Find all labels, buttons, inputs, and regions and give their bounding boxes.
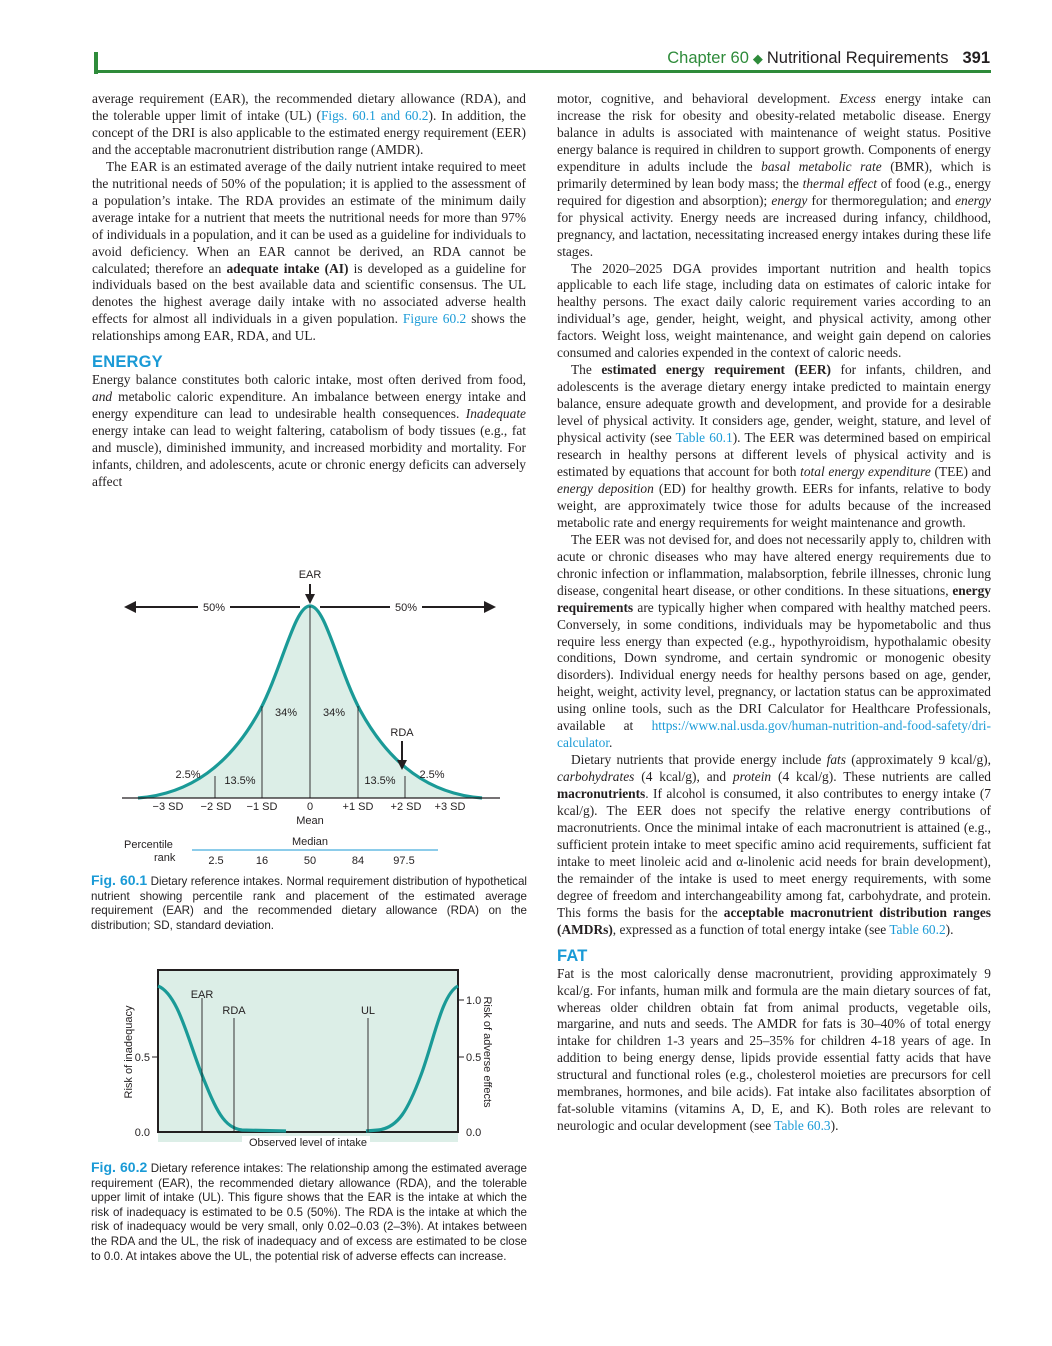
percentile-rank: 50 (303, 855, 317, 867)
figure-60-1-caption: Fig. 60.1 Dietary reference intakes. Normal requirement distribution of hypothetical nutrient showing percentile rank and placement of the estimated average requirement (EAR) and the recommended dietary allowance (RDA) on the distribution; SD, standard deviation. (91, 872, 527, 932)
label-ear: EAR (190, 989, 214, 1001)
figure-link[interactable]: Figure 60.2 (402, 311, 467, 327)
diamond-icon: ◆ (752, 51, 763, 66)
y-axis-label-left: Risk of inadequacy (123, 1005, 135, 1099)
caption-number: Fig. 60.1 (91, 872, 148, 888)
label-50-left: 50% (202, 602, 226, 614)
url-link[interactable]: https://www.nal.usda.gov/human-nutrition-and-food-safety/dri-calculator (557, 718, 991, 751)
figure-60-2 (116, 960, 516, 1149)
header-rule (94, 70, 991, 73)
label-median: Median (291, 836, 329, 848)
figure-link[interactable]: Figs. 60.1 and 60.2 (320, 107, 429, 123)
x-axis-label: Observed level of intake (248, 1137, 368, 1149)
sd-tick: −3 SD (152, 801, 184, 813)
label-ul: UL (360, 1005, 376, 1017)
paragraph: Energy balance constitutes both caloric intake, most often derived from food, and metabolic caloric expenditure. An imbalance between energy intake and energy expenditure can lead to undesirable health consequences. Inadequate energy intake can lead to weight faltering, catabolism of body tissues (e.g., fat and muscle), diminished immunity, and increased morbidity and mortality. For infants, children, and adolescents, acute or chronic energy deficits can adversely affect (92, 372, 526, 489)
sd-tick: −2 SD (200, 801, 232, 813)
label-2-5-left: 2.5% (175, 769, 201, 781)
chapter-label: Chapter 60 (667, 49, 749, 67)
left-column (92, 91, 526, 491)
right-column (557, 91, 991, 1135)
section-heading-fat: FAT (557, 946, 588, 965)
label-50-right: 50% (394, 602, 418, 614)
right-tick: 0.0 (466, 1127, 482, 1139)
figure-60-1 (110, 560, 530, 870)
paragraph: The 2020–2025 DGA provides important nutrition and health topics applicable to each life stage, including data on estimates of caloric intake for healthy persons. The exact daily caloric requirement varies according to an individual’s age, gender, height, weight, and physical activity, among other factors. Weight loss, weight maintenance, and weight gain depend on calories consumed and calories expended in the context of caloric needs. (557, 260, 991, 361)
table-link[interactable]: Table 60.1 (675, 430, 733, 446)
left-tick: 0.0 (134, 1127, 150, 1139)
percentile-rank: 97.5 (393, 855, 415, 867)
paragraph: The EER was not devised for, and does not necessarily apply to, children with acute or chronic diseases who may have altered energy requirements due to chronic infection or inflammation, malabsorption, febrile illnesses, chronic lung disease, congenital heart disease, or other conditions. In these situations, energy requirements are typically higher when compared with healthy matched peers. Conversely, in some conditions, individuals may be hypometabolic and thus require less energy than expected (e.g., hypothyroidism, hypothalamic obesity conditions, Down syndrome, and certain syndromic or monogenic obesity disorders). Individual energy needs for healthy persons based on age, gender, height, weight, activity level, pregnancy, or lactation status can be approximated using online tools, such as the DRI Calculator for Healthcare Professionals, available at https://www.nal.usda.gov/human-nutrition-and-food-safety/dri-calculator. (557, 531, 991, 751)
label-percentile: Percentile (124, 839, 173, 851)
section-heading-energy: ENERGY (92, 353, 163, 372)
percentile-rank: 2.5 (208, 855, 224, 867)
label-rank: rank (154, 852, 176, 864)
right-tick: 0.5 (466, 1052, 482, 1064)
percentile-rank: 16 (255, 855, 269, 867)
label-34-right: 34% (322, 707, 346, 719)
label-ear: EAR (298, 569, 322, 581)
figure-60-2-caption: Fig. 60.2 Dietary reference intakes: The relationship among the estimated average requirement (EAR), the recommended dietary allowance (RDA), and the tolerable upper limit of intake (UL). This figure shows that the EAR is the intake at which the risk of inadequacy is estimated to be 0.5 (50%). The RDA is the intake at which the risk of inadequacy would be very small, only 0.02–0.03 (2–3%). At intakes between the RDA and the UL, the risk of inadequacy and of excess are estimated to be close to 0.0. At intakes above the UL, the potential risk of adverse effects can increase. (91, 1159, 527, 1263)
paragraph: Fat is the most calorically dense macronutrient, providing approximately 9 kcal/g. For infants, human milk and formula are the main dietary sources of fat, whereas older children obtain fat from animal products, vegetable oils, margarine, and nuts and seeds. The AMDR for fats is 30–40% of total energy intake for children 1-3 years and 25–35% for children 4-18 years of age. In addition to being energy dense, lipids provide essential fatty acids that have structural and functional roles (e.g., cholesterol moieties are precursors for cell membranes, hormones, and bile acids). Fat intake also facilitates absorption of fat-soluble vitamins (vitamins A, D, E, and K). Both roles are relevant to neurologic and ocular development (see Table 60.3). (557, 965, 991, 1134)
right-tick: 1.0 (466, 995, 482, 1007)
label-mean: Mean (296, 815, 324, 827)
paragraph: motor, cognitive, and behavioral development. Excess energy intake can increase the risk for obesity and obesity-related metabolic disease. Energy balance in adults is associated with maintenance of weight status. Positive energy balance is required in children to support growth. Components of energy expenditure in adults include the basal metabolic rate (BMR), which is primarily determined by lean body mass; the thermal effect of food (e.g., energy required for digestion and absorption); energy for thermoregulation; and energy for physical activity. Energy needs are increased during infancy, childhood, pregnancy, and lactation, necessitating increased energy intakes during these life stages. (557, 91, 991, 259)
label-13-5-right: 13.5% (364, 775, 396, 787)
left-tick: 0.5 (134, 1052, 150, 1064)
label-rda: RDA (222, 1005, 246, 1017)
sd-tick: +2 SD (390, 801, 422, 813)
table-link[interactable]: Table 60.2 (889, 921, 946, 937)
paragraph: The estimated energy requirement (EER) for infants, children, and adolescents is the average dietary energy intake predicted to maintain energy balance, ensure adequate growth and development, and provide for a desirable level of physical activity. It considers age, gender, weight, stature, and level of physical activity (see Table 60.1). The EER was determined based on empirical research in healthy persons at different levels of physical activity and is estimated by equations that account for both total energy expenditure (TEE) and energy deposition (ED) for healthy growth. EERs for infants, relative to body weight, are approximately twice those for adults because of the increased metabolic rate and energy requirements for weight maintenance and growth. (557, 362, 991, 530)
label-2-5-right: 2.5% (419, 769, 445, 781)
running-head (667, 49, 990, 68)
paragraph: The EAR is an estimated average of the daily nutrient intake required to meet the nutritional needs of 50% of the population; it is applied to the assessment of a population’s intake. The RDA provides an estimate of the minimum daily average intake for a nutrient that meets the nutritional needs for more than 97% of individuals in a population, and it can be used as a guideline for individuals to avoid deficiency. When an EAR cannot be derived, an RDA cannot be calculated; therefore an adequate intake (AI) is developed as a guideline for individuals based on the best available data and scientific consensus. The UL denotes the highest average daily intake with no associated adverse health effects for almost all individuals in a given population. Figure 60.2 shows the relationships among EAR, RDA, and UL. (92, 158, 526, 344)
percentile-rank: 84 (351, 855, 365, 867)
label-34-left: 34% (274, 707, 298, 719)
sd-tick: −1 SD (246, 801, 278, 813)
sd-tick: +3 SD (434, 801, 466, 813)
caption-number: Fig. 60.2 (91, 1159, 148, 1175)
y-axis-label-right: Risk of adverse effects (481, 996, 493, 1108)
paragraph: average requirement (EAR), the recommended dietary allowance (RDA), and the tolerable upper limit of intake (UL) (Figs. 60.1 and 60.2). In addition, the concept of the DRI is also applicable to the estimated energy requirement (EER) and the acceptable macronutrient distribution range (AMDR). (92, 91, 526, 157)
sd-tick: 0 (306, 801, 314, 813)
label-13-5-left: 13.5% (224, 775, 256, 787)
sd-tick: +1 SD (342, 801, 374, 813)
table-link[interactable]: Table 60.3 (774, 1118, 831, 1134)
label-rda: RDA (390, 727, 414, 739)
chapter-title: Nutritional Requirements (766, 49, 949, 67)
paragraph: Dietary nutrients that provide energy include fats (approximately 9 kcal/g), carbohydrates (4 kcal/g), and protein (4 kcal/g). These nutrients are called macronutrients. If alcohol is consumed, it also contributes to energy intake (7 kcal/g). The EER does not specify the relative energy contributions of macronutrients. Once the minimal intake of each macronutrient is attained (e.g., sufficient protein intake to meet specific amino acid requirements, sufficient fat intake to meet linoleic acid and α-linolenic acid needs for brain development), the remainder of the intake is used to meet energy requirements, with some degree of freedom and interchangeability among fat, carbohydrate, and protein. This forms the basis for the acceptable macronutrient distribution ranges (AMDRs), expressed as a function of total energy intake (see Table 60.2). (557, 752, 992, 937)
page-number: 391 (962, 49, 990, 67)
